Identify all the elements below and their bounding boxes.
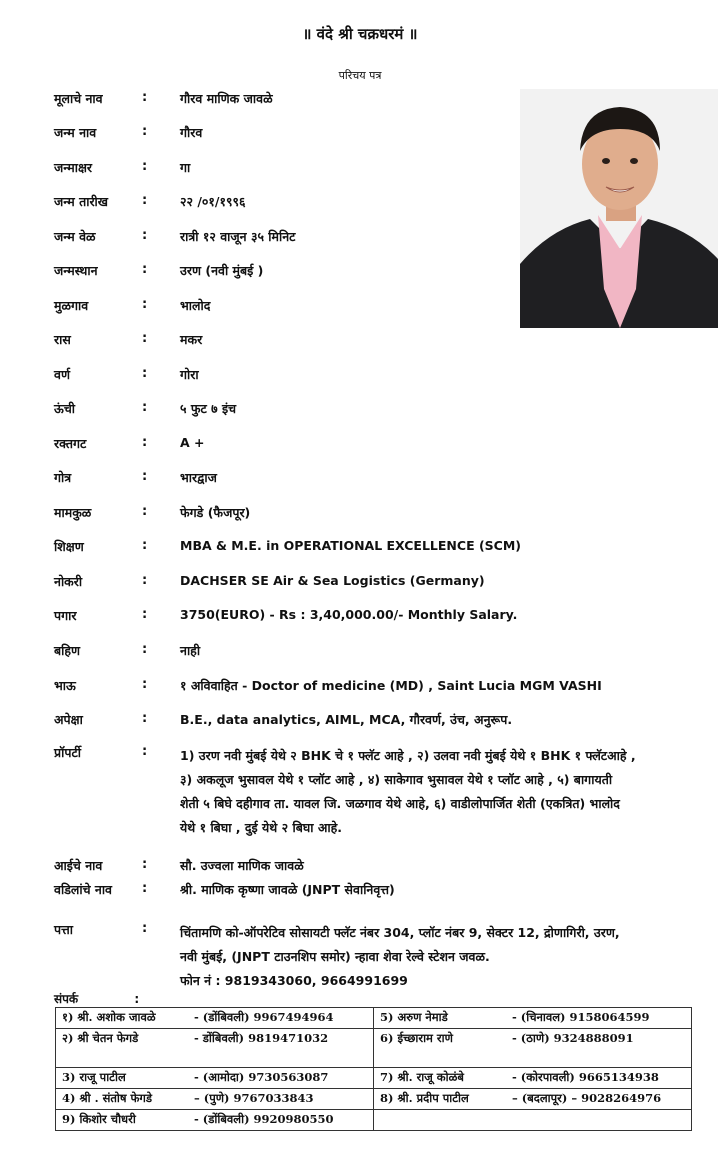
address-section (0, 921, 720, 988)
field-label-rashi: रास (54, 332, 71, 347)
field-label-property: प्रॉपर्टी (54, 745, 81, 760)
field-row (0, 366, 720, 388)
separator: : (142, 469, 148, 484)
field-label-education: शिक्षण (54, 539, 84, 554)
contact-cell (374, 1110, 692, 1131)
field-value-salary: 3750(EURO) - Rs : 3,40,000.00/- Monthly Salary. (180, 607, 518, 622)
field-row (0, 469, 720, 491)
contact-cell: 5) अरुण नेमाडे - (चिनावल) 9158064599 (374, 1008, 692, 1029)
address-line: नवी मुंबई, (JNPT टाउनशिप समोर) न्हावा शेवा रेल्वे स्टेशन जवळ. (180, 949, 490, 964)
contacts-table (55, 1007, 692, 1131)
separator: : (142, 504, 148, 519)
contact-cell: 7) श्री. राजू कोळंबे - (कोरपावली) 9665134938 (374, 1068, 692, 1089)
separator: : (142, 744, 148, 759)
field-label-native-place: मुळगाव (54, 298, 89, 313)
field-row (0, 297, 720, 319)
field-label-birth-date: जन्म तारीख (54, 194, 109, 209)
field-value-father: श्री. माणिक कृष्णा जावळे (JNPT सेवानिवृत्त) (180, 882, 395, 897)
field-value-maternal-family: फेगडे (फैजपूर) (180, 505, 251, 520)
separator: : (142, 677, 148, 692)
field-label-expectation: अपेक्षा (54, 712, 83, 727)
table-row (56, 1068, 692, 1089)
field-label-mother: आईचे नाव (54, 858, 103, 873)
separator: : (142, 400, 148, 415)
property-line: ३) अकलूज भुसावल येथे १ प्लॉट आहे , ४) साकेगाव भुसावल येथे १ प्लॉट आहे , ५) बागायती (180, 772, 613, 787)
field-value-native-place: भालोद (180, 298, 211, 313)
separator: : (142, 642, 148, 657)
field-label-job: नोकरी (54, 574, 83, 589)
contact-cell: २) श्री चेतन फेगडे - डोंबिवली) 9819471032 (56, 1029, 374, 1068)
field-value-complexion: गोरा (180, 367, 199, 382)
separator: : (142, 297, 148, 312)
field-row (0, 435, 720, 457)
separator: : (142, 711, 148, 726)
field-row (0, 504, 720, 526)
separator: : (142, 538, 148, 553)
field-value-gotra: भारद्वाज (180, 470, 217, 485)
property-details (180, 744, 700, 840)
field-row (0, 228, 720, 250)
field-label-brother: भाऊ (54, 678, 76, 693)
contact-cell: १) श्री. अशोक जावळे - (डोंबिवली) 9967494964 (56, 1008, 374, 1029)
field-value-height: ५ फुट ७ इंच (180, 401, 237, 416)
separator: : (142, 366, 148, 381)
separator: : (142, 435, 148, 450)
field-label-blood-group: रक्तगट (54, 436, 87, 451)
separator: : (142, 881, 148, 896)
contact-cell: 8) श्री. प्रदीप पाटील – (बदलापूर) – 9028264976 (374, 1089, 692, 1110)
field-label-salary: पगार (54, 608, 77, 623)
separator: : (142, 90, 148, 105)
separator: : (142, 193, 148, 208)
field-value-birth-place: उरण (नवी मुंबई ) (180, 263, 264, 278)
field-row (0, 642, 720, 664)
table-row (56, 1029, 692, 1068)
field-row (0, 124, 720, 146)
contact-cell: 3) राजू पाटील - (आमोदा) 9730563087 (56, 1068, 374, 1089)
separator: : (142, 921, 148, 936)
field-label-gotra: गोत्र (54, 470, 72, 485)
field-row (0, 331, 720, 353)
separator: : (142, 857, 148, 872)
field-row (0, 90, 720, 112)
field-value-blood-group: A + (180, 435, 205, 450)
property-line: येथे १ बिघा , दुई येथे २ बिघा आहे. (180, 820, 342, 835)
separator: : (142, 573, 148, 588)
field-label-birth-place: जन्मस्थान (54, 263, 98, 278)
separator: : (142, 607, 148, 622)
contact-cell: 6) ईच्छाराम राणे - (ठाणे) 9324888091 (374, 1029, 692, 1068)
field-row (0, 607, 720, 629)
field-row (0, 711, 720, 733)
field-label-father: वडिलांचे नाव (54, 882, 113, 897)
field-value-education: MBA & M.E. in OPERATIONAL EXCELLENCE (SCM) (180, 538, 521, 553)
field-label-maternal-family: मामकुळ (54, 505, 92, 520)
contacts-label: संपर्क : (54, 992, 140, 1006)
field-row (0, 538, 720, 560)
property-section (0, 744, 720, 835)
field-label-sister: बहिण (54, 643, 81, 658)
contact-cell: 9) किशोर चौधरी - (डोंबिवली) 9920980550 (56, 1110, 374, 1131)
separator: : (142, 331, 148, 346)
field-label-address: पत्ता (54, 922, 73, 937)
field-label-birth-name: जन्म नाव (54, 125, 97, 140)
field-row (0, 193, 720, 215)
field-row (0, 857, 720, 879)
field-value-birth-name: गौरव (180, 125, 203, 140)
address-line: चिंतामणि को-ऑपरेटिव सोसायटी फ्लॅट नंबर 304, प्लॉट नंबर 9, सेक्टर 12, द्रोणागिरी, उरण, (180, 925, 620, 940)
property-line: 1) उरण नवी मुंबई येथे २ BHK चे १ फ्लॅट आहे , २) उलवा नवी मुंबई येथे १ BHK १ फ्लॅटआहे , (180, 748, 636, 763)
address-details (180, 921, 700, 993)
field-label-birth-letter: जन्माक्षर (54, 160, 93, 175)
field-label-name: मूलाचे नाव (54, 91, 103, 106)
field-value-birth-time: रात्री १२ वाजून ३५ मिनिट (180, 229, 296, 244)
field-value-name: गौरव माणिक जावळे (180, 91, 273, 106)
table-row (56, 1110, 692, 1131)
field-row (0, 881, 720, 903)
field-label-birth-time: जन्म वेळ (54, 229, 96, 244)
page-subtitle: परिचय पत्र (338, 69, 382, 82)
field-value-job: DACHSER SE Air & Sea Logistics (Germany) (180, 573, 485, 588)
field-label-height: ऊंची (54, 401, 75, 416)
field-value-birth-date: २२ /०१/१९९६ (180, 194, 246, 209)
table-row (56, 1008, 692, 1029)
field-value-rashi: मकर (180, 332, 203, 347)
address-phone: फोन नं : 9819343060, 9664991699 (180, 973, 408, 988)
field-value-birth-letter: गा (180, 160, 191, 175)
separator: : (142, 262, 148, 277)
field-value-brother: १ अविवाहित - Doctor of medicine (MD) , Saint Lucia MGM VASHI (180, 678, 602, 693)
field-row (0, 573, 720, 595)
field-value-sister: नाही (180, 643, 201, 658)
field-row (0, 262, 720, 284)
field-label-complexion: वर्ण (54, 367, 70, 382)
contact-cell: 4) श्री . संतोष फेगडे – (पुणे) 9767033843 (56, 1089, 374, 1110)
table-row (56, 1089, 692, 1110)
field-row (0, 677, 720, 699)
field-value-expectation: B.E., data analytics, AIML, MCA, गौरवर्ण, उंच, अनुरूप. (180, 712, 513, 727)
page-title: ॥ वंदे श्री चक्रधरमं ॥ (302, 25, 418, 43)
field-value-mother: सौ. उज्वला माणिक जावळे (180, 858, 304, 873)
field-row (0, 159, 720, 181)
separator: : (142, 159, 148, 174)
separator: : (142, 124, 148, 139)
separator: : (142, 228, 148, 243)
property-line: शेती ५ बिघे दहीगाव ता. यावल जि. जळगाव येथे आहे, ६) वाडीलोपार्जित शेती (एकत्रित) भालोद (180, 796, 620, 811)
field-row (0, 400, 720, 422)
